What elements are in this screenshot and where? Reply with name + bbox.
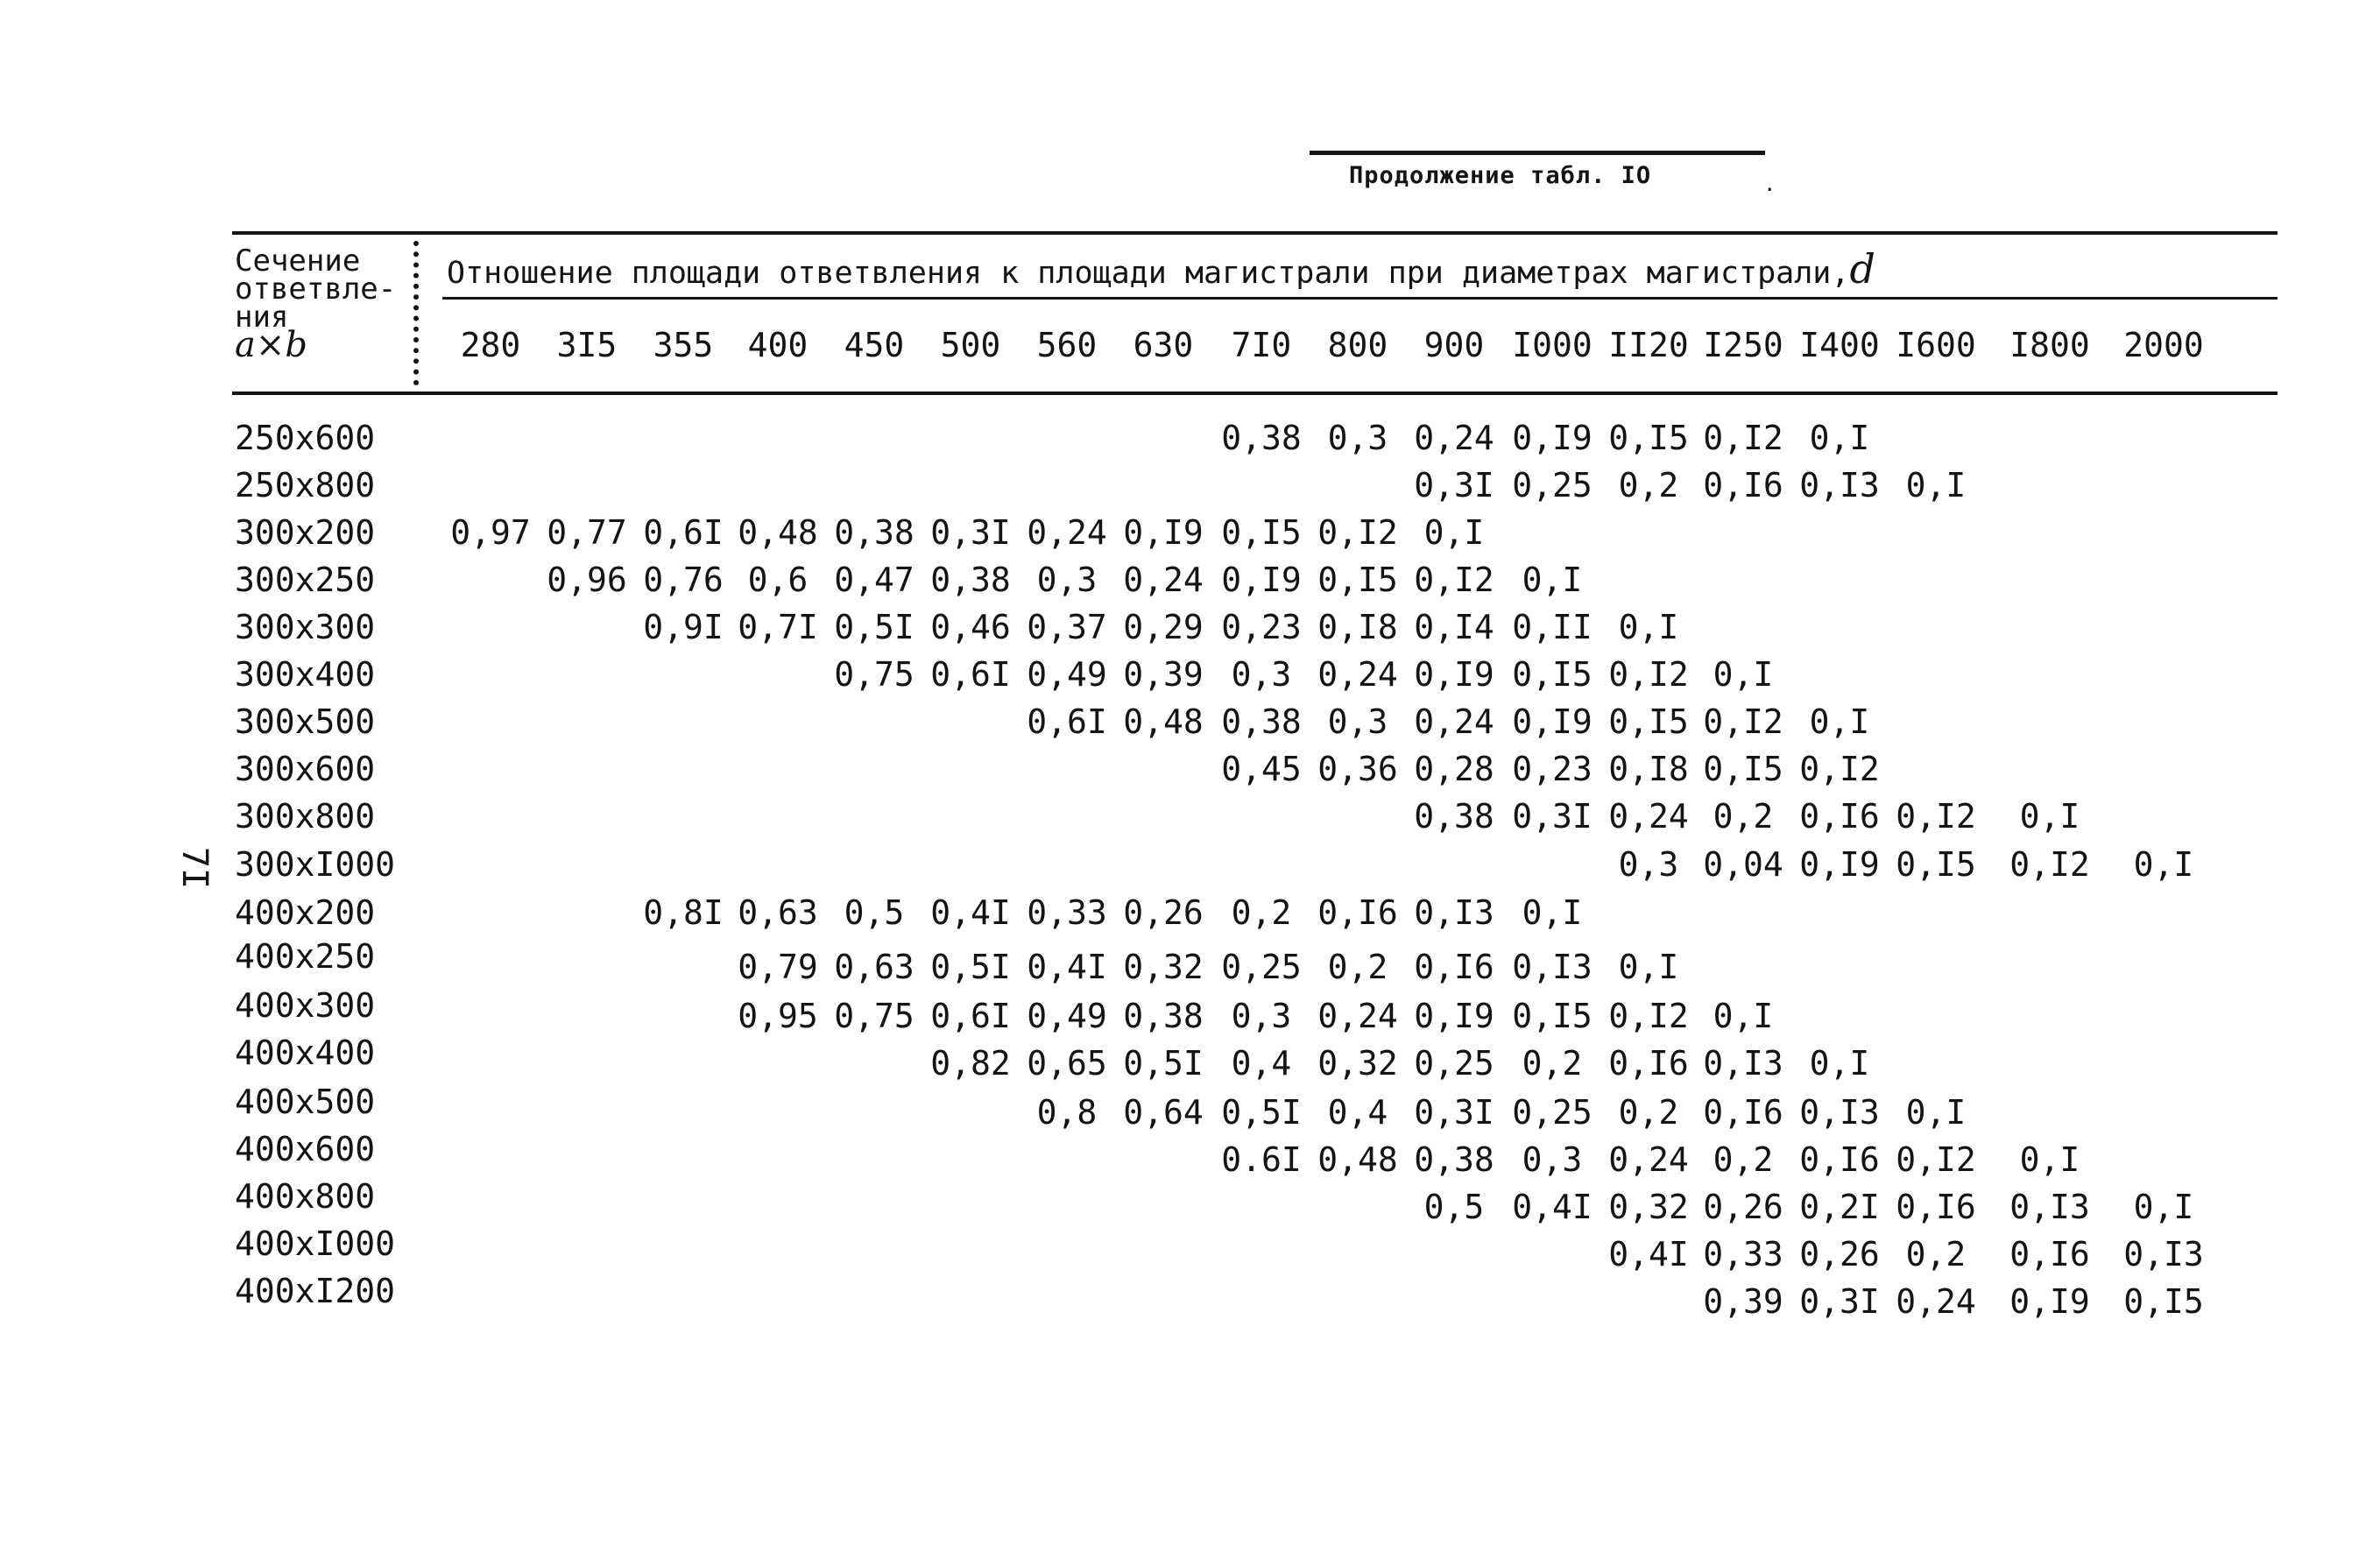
table-cell: 0,I xyxy=(2019,1140,2080,1179)
table-cell: 0,3I xyxy=(1799,1282,1880,1321)
diameter-header: 7I0 xyxy=(1231,326,1292,364)
diameter-header: 560 xyxy=(1036,326,1098,364)
table-cell: 0,I6 xyxy=(1317,893,1398,932)
table-cell: 0,24 xyxy=(1608,797,1689,836)
page-number: 7I xyxy=(174,846,215,890)
table-cell: 0,32 xyxy=(1123,948,1204,986)
table-cell: 0,I5 xyxy=(1608,419,1689,457)
table-cell: 0,5I xyxy=(1123,1044,1204,1083)
table-cell: 0,4I xyxy=(1027,948,1107,986)
table-cell: 0,24 xyxy=(1027,513,1107,552)
table-cell: 0,I xyxy=(2133,845,2194,884)
table-cell: 0,38 xyxy=(1221,702,1302,741)
diameter-header: I000 xyxy=(1512,326,1593,364)
table-cell: 0,46 xyxy=(930,608,1011,646)
row-section-label: 400x400 xyxy=(235,1033,376,1072)
table-cell: 0,I3 xyxy=(2009,1188,2090,1226)
table-cell: 0,2 xyxy=(1713,1140,1774,1179)
table-cell: 0,I3 xyxy=(2123,1235,2204,1273)
table-cell: 0,38 xyxy=(1221,419,1302,457)
table-cell: 0,I8 xyxy=(1608,750,1689,788)
table-cell: 0,I8 xyxy=(1317,608,1398,646)
table-cell: 0,23 xyxy=(1512,750,1593,788)
table-cell: 0,25 xyxy=(1512,1093,1593,1132)
row-section-label: 300x800 xyxy=(235,797,376,836)
table-cell: 0,63 xyxy=(834,948,915,986)
table-cell: 0,I5 xyxy=(1512,997,1593,1035)
table-cell: 0,3 xyxy=(1327,419,1388,457)
table-cell: 0,2 xyxy=(1618,1093,1679,1132)
table-cell: 0,25 xyxy=(1221,948,1302,986)
table-cell: 0,I4 xyxy=(1414,608,1494,646)
table-cell: 0,29 xyxy=(1123,608,1204,646)
table-cell: 0,I xyxy=(1423,513,1485,552)
diameter-header: I800 xyxy=(2009,326,2090,364)
table-cell: 0,I6 xyxy=(2009,1235,2090,1273)
table-cell: 0,79 xyxy=(738,948,818,986)
table-cell: 0,I3 xyxy=(1799,1093,1880,1132)
table-cell: 0,2 xyxy=(1618,466,1679,504)
row-section-label: 300x300 xyxy=(235,608,376,646)
table-cell: 0,2 xyxy=(1905,1235,1967,1273)
table-cell: 0,28 xyxy=(1414,750,1494,788)
table-cell: 0,25 xyxy=(1414,1044,1494,1083)
table-cell: 0,8 xyxy=(1036,1093,1098,1132)
table-cell: 0,7I xyxy=(738,608,818,646)
diameter-header: 280 xyxy=(460,326,521,364)
table-cell: 0,I5 xyxy=(2123,1282,2204,1321)
table-cell: 0,96 xyxy=(547,561,627,599)
table-cell: 0,I6 xyxy=(1608,1044,1689,1083)
table-cell: 0,I5 xyxy=(1221,513,1302,552)
area-ratio-header-text: Отношение площади ответвления к площади магистрали при диаметрах магистрали, xyxy=(447,256,1850,291)
row-section-label: 250x800 xyxy=(235,466,376,504)
table-cell: 0,26 xyxy=(1703,1188,1783,1226)
table-cell: 0,63 xyxy=(738,893,818,932)
table-cell: 0,97 xyxy=(450,513,531,552)
row-section-label: 300x200 xyxy=(235,513,376,552)
table-cell: 0,49 xyxy=(1027,655,1107,694)
table-cell: 0,I xyxy=(2133,1188,2194,1226)
diameter-header: I400 xyxy=(1799,326,1880,364)
row-section-label: 300xI000 xyxy=(235,845,396,884)
diameter-header: II20 xyxy=(1608,326,1689,364)
table-cell: 0,23 xyxy=(1221,608,1302,646)
table-cell: 0,I9 xyxy=(1799,845,1880,884)
diameter-header: 500 xyxy=(940,326,1001,364)
header-divider-rule xyxy=(442,297,2278,300)
table-cell: 0,I9 xyxy=(1414,997,1494,1035)
table-cell: 0,76 xyxy=(643,561,724,599)
table-cell: 0,24 xyxy=(1414,419,1494,457)
table-cell: 0,I xyxy=(1522,561,1583,599)
branch-section-header-line1: Сечение xyxy=(235,243,361,279)
table-cell: 0,I xyxy=(2019,797,2080,836)
table-cell: 0,4I xyxy=(1512,1188,1593,1226)
table-cell: 0,2 xyxy=(1231,893,1292,932)
table-cell: 0,I6 xyxy=(1414,948,1494,986)
table-cell: 0,6I xyxy=(930,655,1011,694)
table-cell: 0,64 xyxy=(1123,1093,1204,1132)
table-cell: 0,I3 xyxy=(1512,948,1593,986)
diameter-header: 400 xyxy=(747,326,809,364)
table-cell: 0,I6 xyxy=(1799,1140,1880,1179)
table-cell: 0,I2 xyxy=(1317,513,1398,552)
table-cell: 0,2 xyxy=(1522,1044,1583,1083)
table-cell: 0,24 xyxy=(1123,561,1204,599)
table-cell: 0,I3 xyxy=(1703,1044,1783,1083)
table-cell: 0,24 xyxy=(1317,655,1398,694)
table-cell: 0,I2 xyxy=(1414,561,1494,599)
table-cell: 0,5I xyxy=(834,608,915,646)
table-cell: 0,48 xyxy=(738,513,818,552)
table-cell: 0,I2 xyxy=(1608,655,1689,694)
table-cell: 0,3 xyxy=(1522,1140,1583,1179)
header-column-separator xyxy=(413,241,419,385)
table-cell: 0,33 xyxy=(1027,893,1107,932)
table-cell: 0,32 xyxy=(1317,1044,1398,1083)
table-cell: 0,I6 xyxy=(1799,797,1880,836)
table-cell: 0,8I xyxy=(643,893,724,932)
table-cell: 0,5I xyxy=(1221,1093,1302,1132)
area-ratio-header xyxy=(447,245,1875,293)
table-cell: 0,I9 xyxy=(1221,561,1302,599)
diameter-header: 800 xyxy=(1327,326,1388,364)
table-cell: 0,2I xyxy=(1799,1188,1880,1226)
table-cell: 0,I5 xyxy=(1317,561,1398,599)
table-cell: 0,65 xyxy=(1027,1044,1107,1083)
row-section-label: 400x250 xyxy=(235,937,376,976)
table-cell: 0,6I xyxy=(1027,702,1107,741)
row-section-label: 300x400 xyxy=(235,655,376,694)
diameter-header: 2000 xyxy=(2123,326,2204,364)
diameter-header: 900 xyxy=(1423,326,1485,364)
table-cell: 0,I xyxy=(1809,1044,1870,1083)
table-cell: 0,3I xyxy=(1414,466,1494,504)
caption-dot: . xyxy=(1763,172,1776,196)
row-section-label: 400x800 xyxy=(235,1177,376,1216)
table-cell: 0,38 xyxy=(1414,797,1494,836)
table-cell: 0,I6 xyxy=(1896,1188,1976,1226)
table-cell: 0,6I xyxy=(643,513,724,552)
table-cell: 0,38 xyxy=(834,513,915,552)
table-cell: 0,I5 xyxy=(1608,702,1689,741)
table-cell: 0,I9 xyxy=(1512,419,1593,457)
table-cell: 0,4 xyxy=(1231,1044,1292,1083)
row-section-label: 400x200 xyxy=(235,893,376,932)
table-cell: 0,I6 xyxy=(1703,1093,1783,1132)
table-cell: 0,48 xyxy=(1317,1140,1398,1179)
diameter-header: 450 xyxy=(844,326,905,364)
row-section-label: 250x600 xyxy=(235,419,376,457)
table-cell: 0,3 xyxy=(1231,655,1292,694)
table-cell: 0,I xyxy=(1618,608,1679,646)
table-cell: 0,3 xyxy=(1036,561,1098,599)
diameter-header: 3I5 xyxy=(556,326,618,364)
table-cell: 0,2 xyxy=(1327,948,1388,986)
table-cell: 0,36 xyxy=(1317,750,1398,788)
table-cell: 0,39 xyxy=(1123,655,1204,694)
table-cell: 0,5 xyxy=(844,893,905,932)
table-cell: 0,04 xyxy=(1703,845,1783,884)
table-cell: 0,5I xyxy=(930,948,1011,986)
diameter-header: 355 xyxy=(653,326,714,364)
row-section-label: 400xI000 xyxy=(235,1224,396,1263)
table-cell: 0,24 xyxy=(1608,1140,1689,1179)
table-cell: 0,I2 xyxy=(1896,797,1976,836)
table-cell: 0,24 xyxy=(1414,702,1494,741)
table-cell: 0,75 xyxy=(834,655,915,694)
branch-section-axis-label: a×b xyxy=(235,325,307,365)
table-cell: 0,I9 xyxy=(2009,1282,2090,1321)
table-cell: 0,4I xyxy=(1608,1235,1689,1273)
branch-section-header xyxy=(235,243,397,365)
table-continuation-caption: Продолжение табл. IO xyxy=(1310,151,1765,194)
table-cell: 0,39 xyxy=(1703,1282,1783,1321)
table-cell: 0,I xyxy=(1713,655,1774,694)
table-cell: 0.6I xyxy=(1221,1140,1302,1179)
table-cell: 0,4I xyxy=(930,893,1011,932)
table-cell: 0,3I xyxy=(930,513,1011,552)
row-section-label: 300x600 xyxy=(235,750,376,788)
table-cell: 0,I9 xyxy=(1414,655,1494,694)
table-cell: 0,38 xyxy=(930,561,1011,599)
table-cell: 0,5 xyxy=(1423,1188,1485,1226)
table-cell: 0,82 xyxy=(930,1044,1011,1083)
row-section-label: 300x500 xyxy=(235,702,376,741)
row-section-label: 400x500 xyxy=(235,1083,376,1121)
row-section-label: 400x300 xyxy=(235,986,376,1025)
row-section-label: 400x600 xyxy=(235,1130,376,1168)
table-cell: 0,32 xyxy=(1608,1188,1689,1226)
table-cell: 0,49 xyxy=(1027,997,1107,1035)
table-cell: 0,I2 xyxy=(1703,419,1783,457)
table-cell: 0,95 xyxy=(738,997,818,1035)
diameter-header: 630 xyxy=(1133,326,1194,364)
table-cell: 0,2 xyxy=(1713,797,1774,836)
table-cell: 0,3 xyxy=(1618,845,1679,884)
table-cell: 0,37 xyxy=(1027,608,1107,646)
diameter-header: I600 xyxy=(1896,326,1976,364)
table-cell: 0,24 xyxy=(1896,1282,1976,1321)
table-cell: 0,I9 xyxy=(1123,513,1204,552)
table-cell: 0,47 xyxy=(834,561,915,599)
header-bottom-rule xyxy=(232,392,2278,395)
table-cell: 0,I6 xyxy=(1703,466,1783,504)
table-top-rule xyxy=(232,231,2278,235)
table-cell: 0,48 xyxy=(1123,702,1204,741)
table-cell: 0,I2 xyxy=(1896,1140,1976,1179)
branch-section-header-line3: ния xyxy=(235,300,289,335)
table-cell: 0,6I xyxy=(930,997,1011,1035)
table-cell: 0,3I xyxy=(1414,1093,1494,1132)
table-cell: 0,I9 xyxy=(1512,702,1593,741)
diameter-header: I250 xyxy=(1703,326,1783,364)
table-cell: 0,I5 xyxy=(1896,845,1976,884)
table-cell: 0,I3 xyxy=(1799,466,1880,504)
table-cell: 0,3 xyxy=(1231,997,1292,1035)
table-cell: 0,26 xyxy=(1799,1235,1880,1273)
table-cell: 0,I xyxy=(1905,466,1967,504)
table-cell: 0,I xyxy=(1905,1093,1967,1132)
table-cell: 0,75 xyxy=(834,997,915,1035)
table-cell: 0,77 xyxy=(547,513,627,552)
table-cell: 0,II xyxy=(1512,608,1593,646)
diameter-symbol: d xyxy=(1849,245,1875,293)
table-cell: 0,4 xyxy=(1327,1093,1388,1132)
table-cell: 0,I xyxy=(1713,997,1774,1035)
row-section-label: 400xI200 xyxy=(235,1272,396,1310)
table-cell: 0,3I xyxy=(1512,797,1593,836)
table-cell: 0,I xyxy=(1809,702,1870,741)
table-cell: 0,45 xyxy=(1221,750,1302,788)
table-cell: 0,33 xyxy=(1703,1235,1783,1273)
table-cell: 0,I2 xyxy=(2009,845,2090,884)
table-cell: 0,I2 xyxy=(1703,702,1783,741)
table-cell: 0,I5 xyxy=(1703,750,1783,788)
table-cell: 0,I2 xyxy=(1799,750,1880,788)
table-cell: 0,I xyxy=(1809,419,1870,457)
branch-section-header-line2: ответвле- xyxy=(235,272,397,307)
table-cell: 0,25 xyxy=(1512,466,1593,504)
table-cell: 0,I xyxy=(1522,893,1583,932)
table-cell: 0,I5 xyxy=(1512,655,1593,694)
table-cell: 0,6 xyxy=(747,561,809,599)
table-cell: 0,3 xyxy=(1327,702,1388,741)
table-cell: 0,I2 xyxy=(1608,997,1689,1035)
table-cell: 0,I xyxy=(1618,948,1679,986)
table-cell: 0,26 xyxy=(1123,893,1204,932)
table-cell: 0,9I xyxy=(643,608,724,646)
table-cell: 0,24 xyxy=(1317,997,1398,1035)
table-cell: 0,38 xyxy=(1123,997,1204,1035)
row-section-label: 300x250 xyxy=(235,561,376,599)
table-cell: 0,38 xyxy=(1414,1140,1494,1179)
table-cell: 0,I3 xyxy=(1414,893,1494,932)
